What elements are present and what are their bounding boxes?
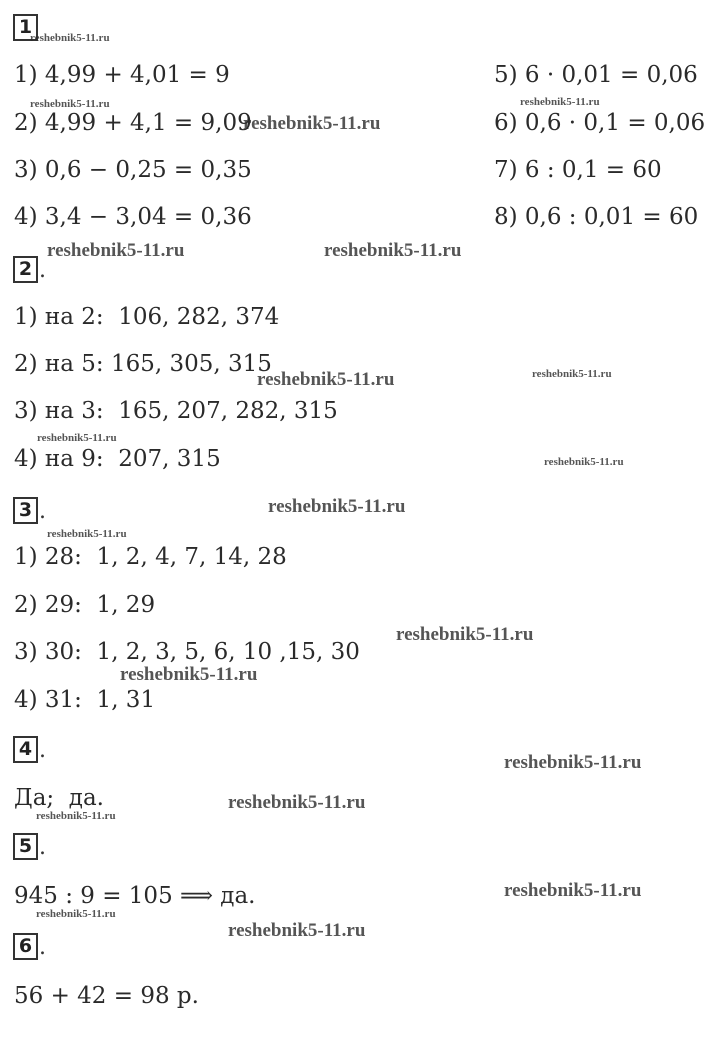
section-6-number: 6 — [13, 933, 38, 960]
section-3-dot: . — [39, 499, 46, 524]
watermark: reshebnik5-11.ru — [36, 810, 116, 822]
s1-line-5: 5) 6 · 0,01 = 0,06 — [494, 62, 698, 88]
watermark: reshebnik5-11.ru — [228, 920, 366, 941]
section-3-number: 3 — [13, 497, 38, 524]
watermark: reshebnik5-11.ru — [544, 456, 624, 468]
section-2-dot: . — [39, 258, 46, 283]
s3-line-1: 1) 28: 1, 2, 4, 7, 14, 28 — [14, 544, 287, 570]
watermark: reshebnik5-11.ru — [257, 369, 395, 390]
s5-line-1: 945 : 9 = 105 ⟹ да. — [14, 883, 256, 909]
watermark: reshebnik5-11.ru — [37, 432, 117, 444]
watermark: reshebnik5-11.ru — [36, 908, 116, 920]
s1-line-2: 2) 4,99 + 4,1 = 9,09 — [14, 110, 252, 136]
s1-line-6: 6) 0,6 · 0,1 = 0,06 — [494, 110, 706, 136]
watermark: reshebnik5-11.ru — [268, 496, 406, 517]
section-1-number: 1 — [13, 14, 38, 41]
section-5-dot: . — [39, 835, 46, 860]
s3-line-2: 2) 29: 1, 29 — [14, 592, 156, 618]
s1-line-4: 4) 3,4 − 3,04 = 0,36 — [14, 204, 252, 230]
watermark: reshebnik5-11.ru — [30, 32, 110, 44]
section-2-number: 2 — [13, 256, 38, 283]
s4-line-1: Да; да. — [14, 785, 104, 811]
s2-line-2: 2) на 5: 165, 305, 315 — [14, 351, 272, 377]
watermark: reshebnik5-11.ru — [324, 240, 462, 261]
watermark: reshebnik5-11.ru — [396, 624, 534, 645]
section-4-number: 4 — [13, 736, 38, 763]
section-4-dot: . — [39, 738, 46, 763]
s3-line-4: 4) 31: 1, 31 — [14, 687, 156, 713]
watermark: reshebnik5-11.ru — [228, 792, 366, 813]
watermark: reshebnik5-11.ru — [120, 664, 258, 685]
s1-line-3: 3) 0,6 − 0,25 = 0,35 — [14, 157, 252, 183]
s2-line-4: 4) на 9: 207, 315 — [14, 446, 221, 472]
s1-line-8: 8) 0,6 : 0,01 = 60 — [494, 204, 699, 230]
s1-line-1: 1) 4,99 + 4,01 = 9 — [14, 62, 230, 88]
s6-line-1: 56 + 42 = 98 р. — [14, 983, 199, 1009]
s3-line-3: 3) 30: 1, 2, 3, 5, 6, 10 ,15, 30 — [14, 639, 360, 665]
watermark: reshebnik5-11.ru — [504, 880, 642, 901]
watermark: reshebnik5-11.ru — [532, 368, 612, 380]
watermark: reshebnik5-11.ru — [520, 96, 600, 108]
watermark: reshebnik5-11.ru — [47, 528, 127, 540]
watermark: reshebnik5-11.ru — [504, 752, 642, 773]
s2-line-3: 3) на 3: 165, 207, 282, 315 — [14, 398, 338, 424]
section-5-number: 5 — [13, 833, 38, 860]
section-6-dot: . — [39, 935, 46, 960]
watermark: reshebnik5-11.ru — [243, 113, 381, 134]
watermark: reshebnik5-11.ru — [30, 98, 110, 110]
s1-line-7: 7) 6 : 0,1 = 60 — [494, 157, 662, 183]
s2-line-1: 1) на 2: 106, 282, 374 — [14, 304, 280, 330]
watermark: reshebnik5-11.ru — [47, 240, 185, 261]
